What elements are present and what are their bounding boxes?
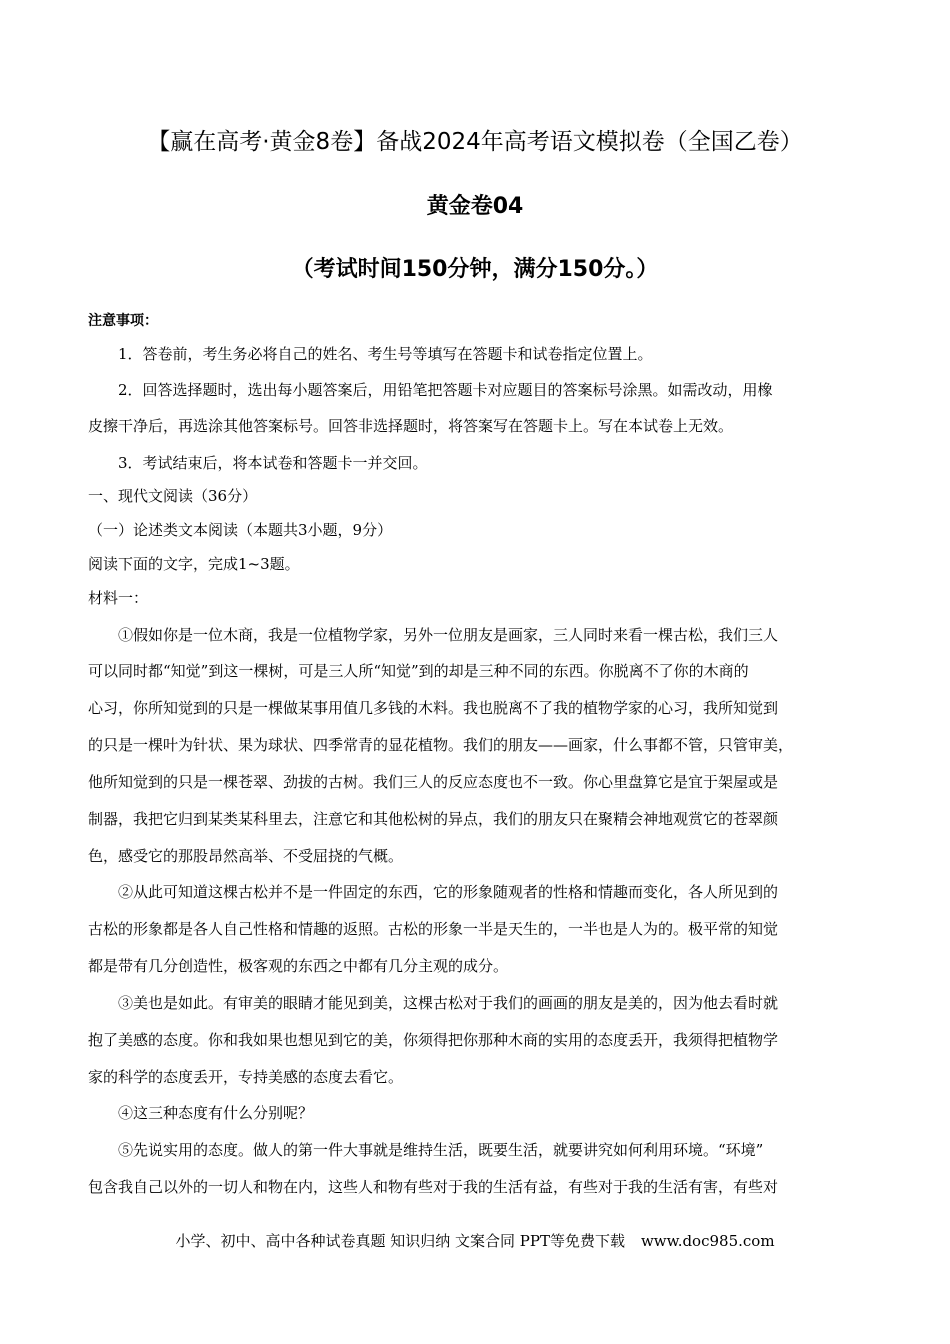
passage-line: ④这三种态度有什么分别呢？ bbox=[118, 1104, 314, 1122]
passage-line: 都是带有几分创造性，极客观的东西之中都有几分主观的成分。 bbox=[88, 957, 509, 975]
notice-heading: 注意事项： bbox=[88, 313, 158, 329]
passage-line: 制器，我把它归到某类某科里去，注意它和其他松树的异点，我们的朋友只在聚精会神地观赏它的苍翠颜 bbox=[88, 810, 779, 828]
passage-line: 抱了美感的态度。你和我如果也想见到它的美，你须得把你那种木商的实用的态度丢开，我须得把植物学 bbox=[88, 1031, 779, 1049]
footer-text: 小学、初中、高中各种试卷真题 知识归纳 文案合同 PPT等免费下载 bbox=[175, 1232, 625, 1250]
passage-line: 家的科学的态度丢开，专持美感的态度去看它。 bbox=[88, 1068, 404, 1086]
notice-item-2-line-1: 2．回答选择题时，选出每小题答案后，用铅笔把答题卡对应题目的答案标号涂黑。如需改动，用橡 bbox=[118, 381, 773, 399]
passage-line: 可以同时都“知觉”到这一棵树，可是三人所“知觉”到的却是三种不同的东西。你脱离不了你的木商的 bbox=[88, 662, 749, 680]
exam-title: 【赢在高考·黄金8卷】备战2024年高考语文模拟卷（全国乙卷） bbox=[147, 129, 803, 155]
exam-subtitle: 黄金卷04 bbox=[426, 194, 524, 219]
passage-line: ②从此可知道这棵古松并不是一件固定的东西，它的形象随观者的性格和情趣而变化，各人所见到的 bbox=[118, 883, 779, 901]
passage-line: ③美也是如此。有审美的眼睛才能见到美，这棵古松对于我们的画画的朋友是美的，因为他去看时就 bbox=[118, 994, 779, 1012]
footer-site-link[interactable]: www.doc985.com bbox=[640, 1232, 775, 1250]
subsection-heading: （一）论述类文本阅读（本题共3小题，9分） bbox=[88, 521, 393, 539]
passage-line: ①假如你是一位木商，我是一位植物学家，另外一位朋友是画家，三人同时来看一棵古松，我们三人 bbox=[118, 626, 779, 644]
passage-line: 古松的形象都是各人自己性格和情趣的返照。古松的形象一半是天生的，一半也是人为的。极平常的知觉 bbox=[88, 920, 779, 938]
notice-item-3: 3．考试结束后，将本试卷和答题卡一并交回。 bbox=[118, 454, 428, 472]
notice-item-2-line-2: 皮擦干净后，再选涂其他答案标号。回答非选择题时，将答案写在答题卡上。写在本试卷上无效。 bbox=[88, 417, 734, 435]
reading-instruction: 阅读下面的文字，完成1~3题。 bbox=[88, 555, 300, 573]
passage-line: 包含我自己以外的一切人和物在内，这些人和物有些对于我的生活有益，有些对于我的生活有害，有些对 bbox=[88, 1178, 779, 1196]
notice-item-1: 1．答卷前，考生务必将自己的姓名、考生号等填写在答题卡和试卷指定位置上。 bbox=[118, 345, 653, 363]
passage-line: 的只是一棵叶为针状、果为球状、四季常青的显花植物。我们的朋友——画家，什么事都不管，只管审美， bbox=[88, 736, 794, 754]
passage-line: 他所知觉到的只是一棵苍翠、劲拔的古树。我们三人的反应态度也不一致。你心里盘算它是宜于架屋或是 bbox=[88, 773, 779, 791]
section-heading: 一、现代文阅读（36分） bbox=[88, 487, 258, 505]
material-label: 材料一： bbox=[88, 589, 149, 607]
passage-line: ⑤先说实用的态度。做人的第一件大事就是维持生活，既要生活，就要讲究如何利用环境。“环境” bbox=[118, 1141, 764, 1159]
passage-line: 色，感受它的那股昂然高举、不受屈挠的气概。 bbox=[88, 847, 404, 865]
page-footer bbox=[0, 1230, 950, 1251]
exam-time-info: （考试时间150分钟，满分150分。） bbox=[291, 257, 659, 282]
passage-line: 心习，你所知觉到的只是一棵做某事用值几多钱的木料。我也脱离不了我的植物学家的心习，我所知觉到 bbox=[88, 699, 779, 717]
